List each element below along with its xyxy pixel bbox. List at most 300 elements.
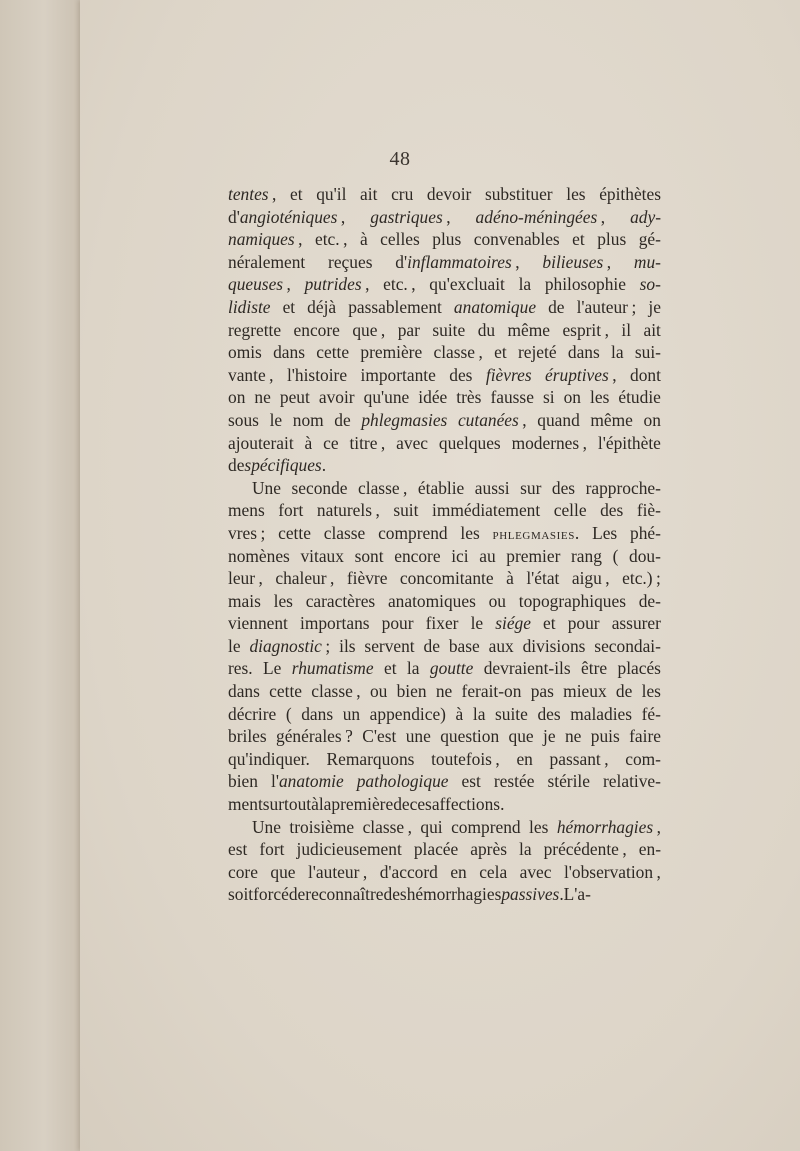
word xyxy=(228,319,281,342)
word-part: déjà xyxy=(307,296,337,317)
word xyxy=(616,680,632,703)
word-part: ces xyxy=(409,794,432,815)
word xyxy=(547,770,590,793)
word xyxy=(537,409,580,432)
word xyxy=(395,251,519,274)
word xyxy=(324,522,366,545)
word-part: devoir xyxy=(426,184,472,204)
word-part: bilieuses xyxy=(542,251,604,272)
word xyxy=(252,477,281,500)
word xyxy=(290,183,303,206)
word-part: base xyxy=(448,635,480,656)
word-part: ; xyxy=(256,522,266,543)
word-part: pas xyxy=(530,681,554,702)
word xyxy=(244,454,326,477)
word-part: que xyxy=(352,319,378,340)
word xyxy=(293,409,324,432)
word-part: même xyxy=(590,409,633,430)
word-part: la xyxy=(406,658,420,679)
word-part: idée xyxy=(418,387,448,408)
word-part: Les xyxy=(592,522,618,543)
word-part: l'auteur xyxy=(307,861,360,882)
word-part: les xyxy=(566,184,586,204)
word-part: ferait-on xyxy=(461,681,522,702)
word-part: rang xyxy=(571,545,602,566)
word-part: , xyxy=(600,748,609,769)
word xyxy=(305,883,383,906)
word-part: soit xyxy=(228,884,254,905)
word-part: pathologique xyxy=(356,771,449,792)
word xyxy=(362,725,396,748)
word xyxy=(568,341,600,364)
word-part: mens xyxy=(228,500,265,521)
word-part: le xyxy=(470,613,484,634)
word-part: suite xyxy=(432,319,466,340)
word-part: tentes xyxy=(228,184,269,204)
word-part: cette xyxy=(269,681,302,702)
word-part: siége xyxy=(495,613,531,634)
word-part: fort xyxy=(278,500,304,521)
text-line xyxy=(228,273,661,296)
text-line xyxy=(228,251,661,274)
word xyxy=(642,680,661,703)
word-part: classe xyxy=(323,522,366,543)
word xyxy=(630,364,661,387)
word-part: une xyxy=(405,726,431,747)
word-part: fausse xyxy=(490,387,534,408)
word-part: hémorrhagies xyxy=(406,884,502,905)
word-part: vante xyxy=(228,364,266,385)
word xyxy=(618,657,661,680)
word xyxy=(544,838,627,861)
word-part: avoir xyxy=(318,387,355,408)
word xyxy=(228,838,247,861)
body-text xyxy=(228,183,661,906)
word xyxy=(495,612,531,635)
word xyxy=(473,703,486,726)
word xyxy=(642,703,661,726)
word-part: celle xyxy=(553,500,587,521)
word xyxy=(410,793,432,816)
word xyxy=(543,612,556,635)
word xyxy=(506,567,514,590)
word xyxy=(449,364,472,387)
word-part: avec xyxy=(396,432,429,453)
word xyxy=(590,386,609,409)
word-part: rhumatisme xyxy=(291,658,374,679)
word xyxy=(460,522,479,545)
word xyxy=(630,522,661,545)
word xyxy=(450,861,466,884)
word xyxy=(311,793,319,816)
word-part: cutanées xyxy=(457,409,519,430)
word-part: , xyxy=(399,477,408,498)
word-part: cette xyxy=(316,342,350,363)
word-part: de xyxy=(615,681,633,702)
word-part: appendice xyxy=(369,703,441,724)
word xyxy=(316,183,346,206)
word xyxy=(454,296,536,319)
word xyxy=(494,341,507,364)
word xyxy=(297,838,402,861)
word xyxy=(479,545,495,568)
word xyxy=(519,273,532,296)
word-part: philosophie xyxy=(544,274,626,295)
word xyxy=(476,206,606,229)
word xyxy=(274,590,293,613)
word-part: , xyxy=(404,816,412,837)
word xyxy=(397,680,427,703)
word-part: des xyxy=(600,500,624,521)
word xyxy=(571,545,602,568)
word-part: l' xyxy=(270,771,279,792)
word xyxy=(328,251,372,274)
text-line xyxy=(228,341,661,364)
text-line xyxy=(228,567,661,590)
word-part: , xyxy=(653,816,661,837)
word-part: ait xyxy=(643,319,661,340)
word xyxy=(228,545,290,568)
word-part: toutefois xyxy=(431,748,492,769)
word-part: des xyxy=(537,703,561,724)
word xyxy=(280,386,310,409)
word-part: les xyxy=(273,590,293,611)
word xyxy=(550,748,609,771)
word-part: passablement xyxy=(348,296,442,317)
word-part: les xyxy=(460,522,480,543)
word-part: , xyxy=(618,839,627,860)
word-part: Le xyxy=(263,658,282,679)
word-part: chaleur xyxy=(275,568,327,589)
word xyxy=(384,657,397,680)
word xyxy=(543,725,556,748)
word xyxy=(621,319,631,342)
text-line xyxy=(228,816,661,839)
word-part: un xyxy=(342,703,361,724)
word-part: importante xyxy=(360,364,436,385)
word-part: , xyxy=(491,748,500,769)
text-line xyxy=(228,499,661,522)
word xyxy=(343,703,360,726)
word xyxy=(430,657,473,680)
word-part: de xyxy=(288,884,306,905)
text-line xyxy=(228,725,661,748)
word-part: sous xyxy=(228,409,259,430)
word xyxy=(590,409,633,432)
word xyxy=(388,590,476,613)
page-gutter xyxy=(0,0,80,1151)
word xyxy=(648,296,661,319)
word-part: Une xyxy=(252,477,281,498)
word xyxy=(361,409,447,432)
word-part: vitaux xyxy=(300,545,344,566)
text-line xyxy=(228,477,661,500)
word-part: devraient-ils xyxy=(483,658,571,679)
word xyxy=(319,793,332,816)
word-part: convenables xyxy=(473,229,560,250)
word-part: , xyxy=(442,206,451,227)
word-part: le xyxy=(228,635,241,656)
text-line xyxy=(228,703,661,726)
word-part: encore xyxy=(293,319,340,340)
word xyxy=(339,635,355,658)
word xyxy=(451,545,468,568)
word xyxy=(485,183,553,206)
word-part: et xyxy=(383,658,397,679)
word-part: secondai- xyxy=(594,635,661,656)
word-part: et xyxy=(543,613,556,634)
word xyxy=(300,545,343,568)
word xyxy=(644,409,661,432)
word-part: comprend xyxy=(378,522,448,543)
word xyxy=(552,477,575,500)
word-part: queuses xyxy=(228,274,284,295)
word-part: faire xyxy=(629,726,661,747)
word xyxy=(531,680,554,703)
word-part: fièvres xyxy=(485,364,532,385)
word xyxy=(577,296,637,319)
word-part: , xyxy=(352,681,361,702)
word-part: ; xyxy=(321,635,331,656)
word-part: , xyxy=(326,568,335,589)
text-line xyxy=(228,296,661,319)
word-part: fiè- xyxy=(636,500,661,521)
word xyxy=(520,477,541,500)
word xyxy=(228,590,261,613)
word xyxy=(331,793,393,816)
word xyxy=(271,770,344,793)
text-line xyxy=(228,409,661,432)
word xyxy=(407,657,420,680)
word xyxy=(292,657,374,680)
word xyxy=(301,703,333,726)
word xyxy=(456,703,464,726)
word-part: étudie xyxy=(618,387,661,408)
word xyxy=(348,296,442,319)
word-part: reçues xyxy=(328,251,373,272)
word xyxy=(462,770,481,793)
word-part: quand xyxy=(537,409,580,430)
word-part: dans xyxy=(301,703,334,724)
word-part: être xyxy=(581,658,608,679)
word xyxy=(639,590,661,613)
word-part: fièvre xyxy=(346,568,388,589)
word xyxy=(228,567,263,590)
text-line xyxy=(228,861,661,884)
word xyxy=(228,206,345,229)
word-part: premier xyxy=(506,545,561,566)
word xyxy=(506,545,560,568)
word-part: question xyxy=(440,726,500,747)
word-part: à xyxy=(359,229,368,250)
word-part: , xyxy=(265,364,274,385)
word-part: la xyxy=(611,342,624,363)
word xyxy=(355,545,384,568)
word xyxy=(361,364,436,387)
word xyxy=(429,273,505,296)
word-part: maladies xyxy=(570,703,633,724)
word-part: ne xyxy=(254,387,271,408)
word xyxy=(358,477,407,500)
word xyxy=(228,454,244,477)
word xyxy=(283,296,296,319)
text-line xyxy=(228,228,661,251)
word xyxy=(431,748,500,771)
word xyxy=(562,319,608,342)
word xyxy=(370,206,450,229)
word-part: puis xyxy=(590,726,620,747)
word xyxy=(629,545,661,568)
word xyxy=(479,861,507,884)
word xyxy=(591,725,620,748)
word xyxy=(426,612,459,635)
word-part: sui- xyxy=(634,342,661,363)
word-part: pour xyxy=(381,613,414,634)
word-part: fort xyxy=(259,839,285,860)
word-part: , xyxy=(601,568,610,589)
word-part: de xyxy=(393,794,410,815)
word-part: , xyxy=(579,432,588,453)
word-part: ils xyxy=(339,635,356,656)
word-part: assurer xyxy=(611,613,661,634)
word xyxy=(393,499,418,522)
word xyxy=(526,567,559,590)
word xyxy=(317,499,380,522)
word-part: les xyxy=(529,816,549,837)
word-part: du xyxy=(477,319,496,340)
word-part: placés xyxy=(617,658,661,679)
word-part: classe xyxy=(362,816,405,837)
word-part: éruptives xyxy=(545,364,609,385)
word xyxy=(307,296,336,319)
word xyxy=(566,183,585,206)
word-part: première xyxy=(331,794,394,815)
word-part: diagnostic xyxy=(249,635,322,656)
word-part: qu'une xyxy=(363,387,410,408)
word xyxy=(494,770,535,793)
word-part: je xyxy=(543,726,556,747)
word-part: nom xyxy=(292,409,324,430)
word-part: ici xyxy=(451,545,469,566)
word xyxy=(456,386,481,409)
word xyxy=(349,432,385,455)
word xyxy=(643,319,660,342)
word-part: l'observation xyxy=(563,861,654,882)
word-part: ( xyxy=(612,545,619,566)
word xyxy=(273,341,305,364)
word xyxy=(501,883,563,906)
word-part: au xyxy=(479,545,496,566)
word-part: en- xyxy=(638,839,661,860)
word xyxy=(228,680,260,703)
word xyxy=(512,432,587,455)
word-part: , xyxy=(371,500,380,521)
word xyxy=(545,364,617,387)
word-part: briles xyxy=(228,726,267,747)
word-part: classe xyxy=(433,342,475,363)
word-part: il xyxy=(621,319,632,340)
word-part: phlegmasies xyxy=(361,409,448,430)
word xyxy=(228,273,291,296)
word xyxy=(564,883,591,906)
word xyxy=(449,635,480,658)
word-part: placée xyxy=(413,839,459,860)
word-part: nomènes xyxy=(228,545,290,566)
word-part: l'histoire xyxy=(286,364,348,385)
word xyxy=(228,770,258,793)
word xyxy=(400,567,494,590)
word xyxy=(228,228,303,251)
word-part: gé- xyxy=(638,229,661,250)
word xyxy=(334,409,350,432)
word-part: peut xyxy=(279,387,310,408)
word xyxy=(630,206,661,229)
word-part: dans xyxy=(273,342,305,363)
word-part: titre xyxy=(349,432,378,453)
word-part: ? xyxy=(341,726,353,747)
word-part: des xyxy=(551,477,576,498)
word xyxy=(554,499,587,522)
word xyxy=(489,635,514,658)
word-part: cette xyxy=(278,522,311,543)
word-part: par xyxy=(397,319,420,340)
word-part: précédente xyxy=(543,839,619,860)
word xyxy=(542,251,611,274)
word-part: core xyxy=(228,861,258,882)
word-part: viennent xyxy=(228,613,288,634)
word xyxy=(598,432,661,455)
word-part: , xyxy=(597,206,606,227)
word xyxy=(306,590,376,613)
word-part: l'auteur xyxy=(576,296,628,317)
word xyxy=(228,883,253,906)
word xyxy=(286,703,292,726)
word-part: est xyxy=(461,771,481,792)
word-part: ; xyxy=(652,568,661,589)
word-part: à xyxy=(311,794,319,815)
text-line xyxy=(228,183,661,206)
word-part: ait xyxy=(360,184,378,204)
text-line xyxy=(228,545,661,568)
word xyxy=(565,725,581,748)
text-line xyxy=(228,612,661,635)
word xyxy=(289,816,354,839)
word-part: rejeté xyxy=(517,342,557,363)
word-part: que xyxy=(270,861,296,882)
word xyxy=(316,341,349,364)
word-part: l'épithète xyxy=(597,432,661,453)
word-part: C'est xyxy=(362,726,397,747)
word xyxy=(529,816,548,839)
word xyxy=(228,748,310,771)
word-part: et xyxy=(572,229,585,250)
word-part: d' xyxy=(228,206,240,227)
word-part: ) xyxy=(440,703,446,724)
word xyxy=(228,635,241,658)
word xyxy=(305,273,370,296)
word-part: la xyxy=(472,703,486,724)
word xyxy=(289,883,305,906)
text-line xyxy=(228,883,661,906)
word-part: même xyxy=(507,319,551,340)
word-part: etc. xyxy=(315,229,340,250)
word xyxy=(564,861,661,884)
word-part: anatomiques xyxy=(387,590,476,611)
word-part: les xyxy=(590,387,610,408)
word-part: ne xyxy=(564,726,582,747)
word xyxy=(418,386,447,409)
word-part: , xyxy=(377,432,386,453)
